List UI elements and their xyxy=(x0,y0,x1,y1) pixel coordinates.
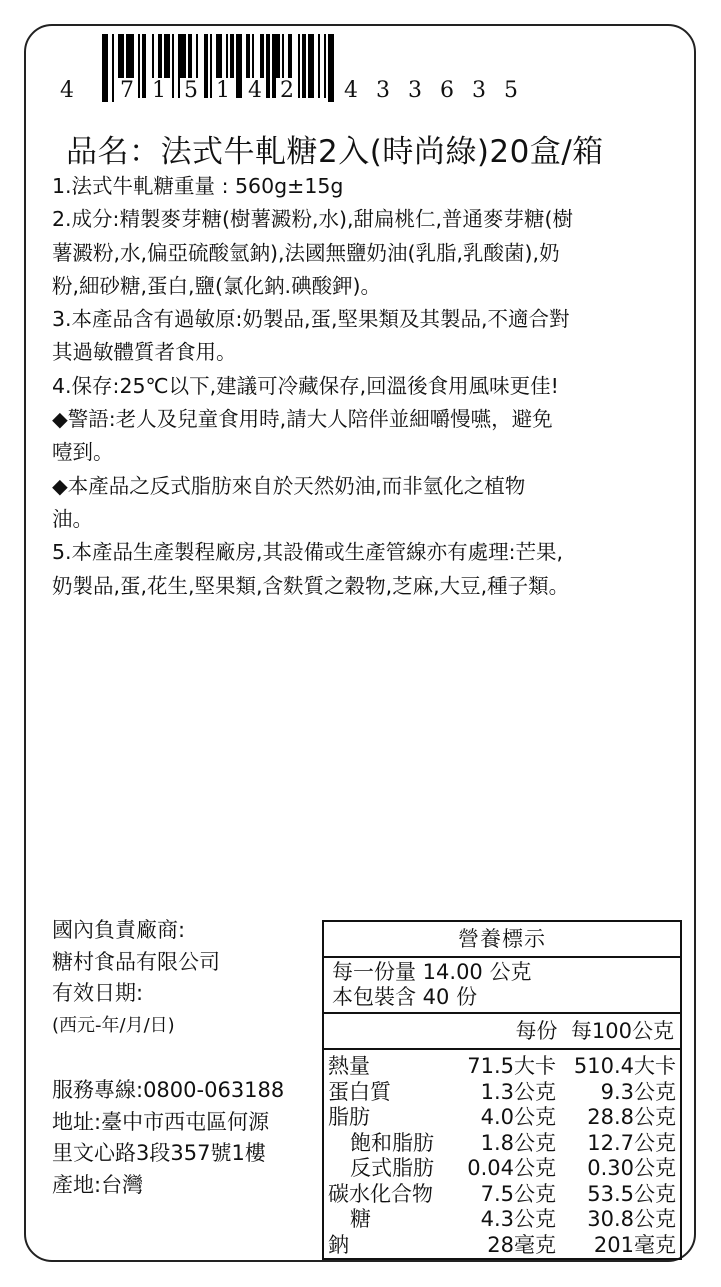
nutrient-per-serving: 1.3公克 xyxy=(480,1079,556,1104)
nutrient-per-100g: 9.3公克 xyxy=(600,1079,676,1104)
origin: 產地:台灣 xyxy=(52,1172,144,1197)
nutrient-name: 鈉 xyxy=(328,1232,349,1257)
servings-per-pack: 本包裝含 40 份 xyxy=(332,985,478,1009)
nutrient-per-serving: 4.0公克 xyxy=(480,1105,556,1129)
nutrient-per-100g: 30.8公克 xyxy=(587,1207,676,1231)
barcode-digit: 1 xyxy=(212,78,234,104)
barcode-digit: 7 xyxy=(116,78,138,104)
barcode-digit: 4 xyxy=(56,78,78,104)
nutrition-row xyxy=(328,1054,676,1080)
nutrient-per-serving: 71.5大卡 xyxy=(467,1054,556,1078)
nutrient-per-100g: 53.5公克 xyxy=(587,1181,676,1206)
address-line: 地址:臺中市西屯區何源 xyxy=(52,1109,270,1134)
description-line: 油。 xyxy=(52,506,93,531)
nutrient-per-serving: 1.8公克 xyxy=(480,1130,556,1155)
nutrient-name: 糖 xyxy=(350,1207,371,1231)
nutrient-name: 碳水化合物 xyxy=(328,1181,433,1206)
barcode-digit: 3 xyxy=(404,78,426,104)
description-line: ◆警語:老人及兒童食用時,請大人陪伴並細嚼慢嚥，避免 xyxy=(52,407,553,432)
nutrition-row xyxy=(328,1182,676,1208)
nutrition-row xyxy=(328,1156,676,1182)
column-per-100g: 每100公克 xyxy=(570,1019,674,1043)
description-line: 2.成分:精製麥芽糖(樹薯澱粉,水),甜扁桃仁,普通麥芽糖(樹 xyxy=(52,207,574,232)
nutrient-name: 飽和脂肪 xyxy=(350,1130,434,1155)
barcode xyxy=(56,34,526,104)
product-title: 品名：法式牛軋糖2入(時尚綠)20盒/箱 xyxy=(66,134,604,170)
nutrient-per-100g: 201毫克 xyxy=(593,1232,676,1257)
nutrition-row xyxy=(328,1105,676,1131)
description-line: ◆本產品之反式脂肪來自於天然奶油,而非氫化之植物 xyxy=(52,473,526,498)
nutrient-name: 熱量 xyxy=(328,1054,370,1078)
description-line: 其過敏體質者食用。 xyxy=(52,340,237,365)
barcode-digit: 6 xyxy=(436,78,458,104)
nutrition-row xyxy=(328,1207,676,1233)
nutrition-row xyxy=(328,1080,676,1106)
service-hotline: 服務專線:0800-063188 xyxy=(52,1078,285,1102)
nutrition-serving xyxy=(324,958,680,1014)
barcode-digit: 3 xyxy=(468,78,490,104)
barcode-digit: 5 xyxy=(500,78,522,104)
nutrient-per-serving: 7.5公克 xyxy=(480,1181,556,1206)
product-description xyxy=(52,170,680,603)
nutrient-name: 脂肪 xyxy=(328,1105,370,1129)
nutrition-column-header xyxy=(324,1014,680,1050)
nutrition-row xyxy=(328,1131,676,1157)
nutrient-per-serving: 4.3公克 xyxy=(480,1207,556,1231)
description-line: 奶製品,蛋,花生,堅果類,含麩質之穀物,芝麻,大豆,種子類。 xyxy=(52,573,570,598)
manufacturer-label: 國內負責廠商: xyxy=(52,918,186,942)
manufacturer-name: 糖村食品有限公司 xyxy=(52,949,220,974)
barcode-digits xyxy=(56,78,526,106)
nutrient-per-100g: 28.8公克 xyxy=(587,1105,676,1129)
description-line: 噎到。 xyxy=(52,440,114,465)
nutrition-rows xyxy=(324,1050,680,1258)
nutrient-per-serving: 28毫克 xyxy=(487,1232,556,1257)
expiry-label: 有效日期: xyxy=(52,981,144,1005)
description-line: 粉,細砂糖,蛋白,鹽(氯化鈉.碘酸鉀)。 xyxy=(52,273,382,298)
nutrition-row xyxy=(328,1233,676,1259)
description-line: 3.本產品含有過敏原:奶製品,蛋,堅果類及其製品,不適合對 xyxy=(52,307,570,332)
barcode-digit: 1 xyxy=(148,78,170,104)
barcode-digit: 3 xyxy=(372,78,394,104)
nutrition-table xyxy=(322,920,682,1260)
description-line: 5.本產品生產製程廠房,其設備或生產管線亦有處理:芒果, xyxy=(52,540,563,565)
nutrient-per-100g: 0.30公克 xyxy=(587,1156,676,1180)
description-line: 4.保存:25℃以下,建議可冷藏保存,回溫後食用風味更佳! xyxy=(52,373,559,398)
manufacturer-info xyxy=(52,915,322,1201)
nutrient-per-100g: 12.7公克 xyxy=(587,1130,676,1155)
nutrient-per-serving: 0.04公克 xyxy=(467,1156,556,1180)
barcode-digit: 4 xyxy=(244,78,266,104)
barcode-digit: 4 xyxy=(340,78,362,104)
barcode-digit: 2 xyxy=(276,78,298,104)
description-line: 薯澱粉,水,偏亞硫酸氫鈉),法國無鹽奶油(乳脂,乳酸菌),奶 xyxy=(52,240,560,265)
description-line: 1.法式牛軋糖重量 : 560g±15g xyxy=(52,174,344,198)
barcode-digit: 5 xyxy=(180,78,202,104)
nutrient-name: 反式脂肪 xyxy=(350,1156,434,1180)
expiry-format: (西元-年/月/日) xyxy=(52,1014,175,1036)
address-line: 里文心路3段357號1樓 xyxy=(52,1141,266,1165)
nutrient-name: 蛋白質 xyxy=(328,1079,391,1104)
serving-size: 每一份量 14.00 公克 xyxy=(332,960,532,984)
nutrition-title: 營養標示 xyxy=(324,922,680,958)
nutrient-per-100g: 510.4大卡 xyxy=(573,1054,676,1078)
column-per-serving: 每份 xyxy=(515,1019,558,1043)
